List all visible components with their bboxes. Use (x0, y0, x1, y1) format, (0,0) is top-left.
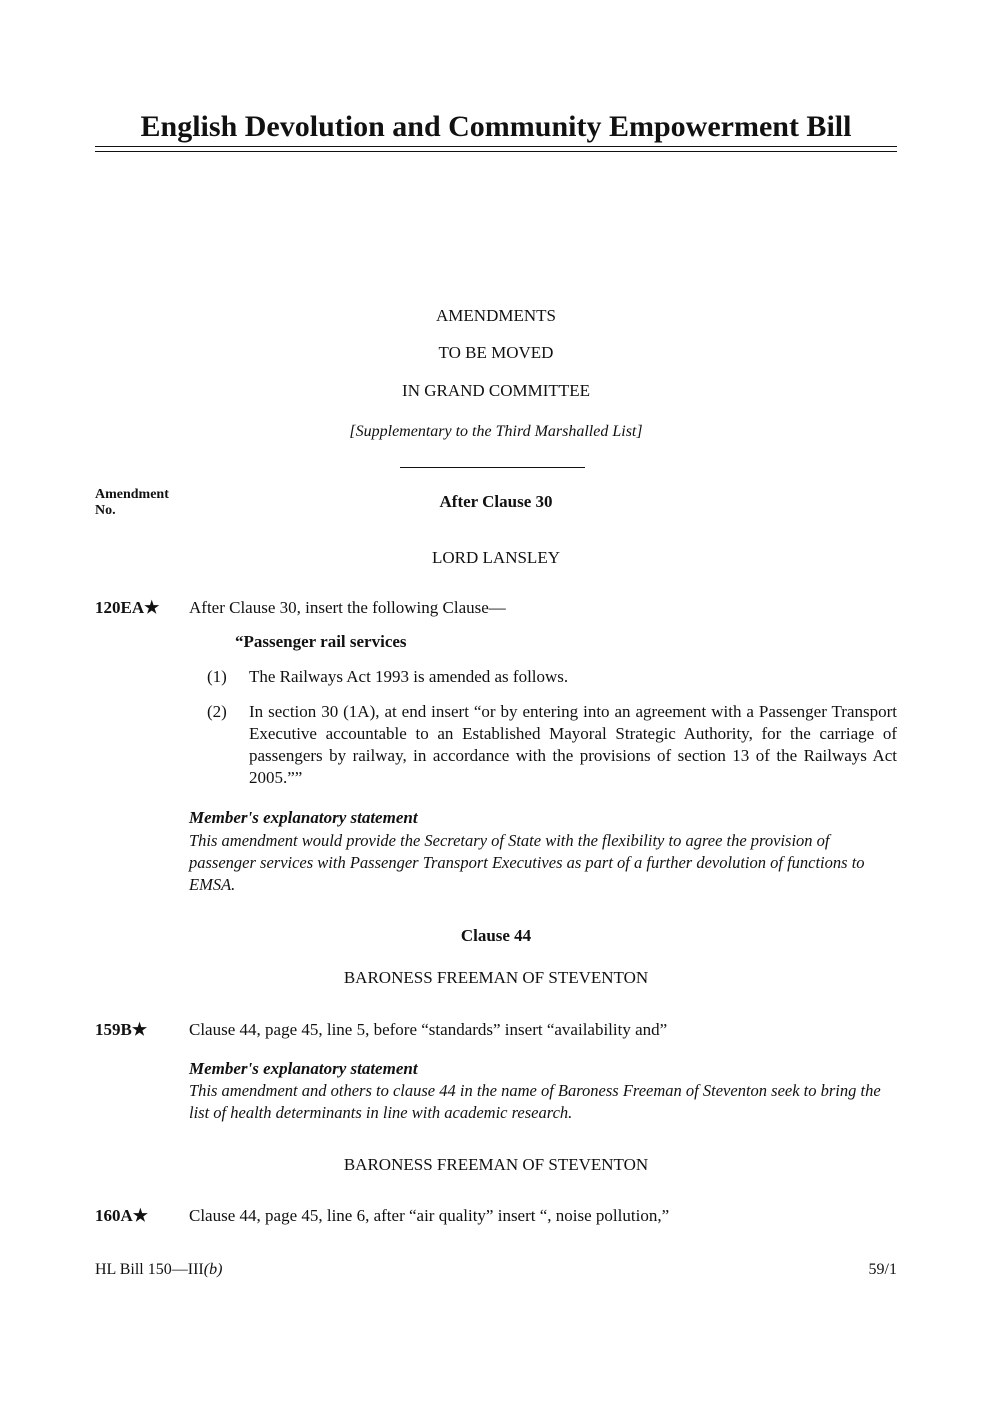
divider (400, 467, 585, 468)
column-label-no: No. (95, 503, 116, 518)
statement-title: Member's explanatory statement (189, 1059, 418, 1078)
title-rule-bottom (95, 151, 897, 152)
bill-ref-suffix: (b) (203, 1261, 223, 1278)
document-title: English Devolution and Community Empowerment Bill (140, 110, 852, 143)
subsection-text: The Railways Act 1993 is amended as follows. (249, 667, 569, 686)
column-label-amendment: Amendment (95, 487, 169, 502)
intro-to-be-moved: TO BE MOVED (438, 343, 554, 362)
amendment-text: After Clause 30, insert the following Clause— (189, 598, 506, 617)
amendment-number: 120EA★ (95, 598, 160, 617)
subsection-number: (2) (207, 702, 227, 721)
intro-amendments: AMENDMENTS (436, 306, 556, 325)
footer-page-number: 59/1 (868, 1261, 897, 1278)
amendment-number: 160A★ (95, 1206, 149, 1225)
amendment-number: 159B★ (95, 1020, 148, 1039)
intro-supplementary: [Supplementary to the Third Marshalled List] (349, 423, 643, 440)
bill-ref: HL Bill 150—III (95, 1261, 204, 1278)
intro-grand-committee: IN GRAND COMMITTEE (402, 381, 590, 400)
member-name: BARONESS FREEMAN OF STEVENTON (343, 968, 649, 987)
clause-heading: “Passenger rail services (235, 632, 407, 651)
explanatory-statement: This amendment would provide the Secretary of State with the flexibility to agree the provision of passenger services with Passenger Transport Executives as part of a further devolution of functions to EMSA. (189, 831, 865, 894)
amendment-text: Clause 44, page 45, line 6, after “air quality” insert “, noise pollution,” (189, 1206, 670, 1225)
subsection-text: In section 30 (1A), at end insert “or by entering into an agreement with a Passenger Transport Executive accountable to an Established Mayoral Strategic Authority, for the carriage of passengers by railway, in accordance with the provisions of section 13 of the Railways Act 2005.”” (249, 702, 897, 787)
amendment-text: Clause 44, page 45, line 5, before “standards” insert “availability and” (189, 1020, 668, 1039)
subsection-number: (1) (207, 667, 227, 686)
member-name: BARONESS FREEMAN OF STEVENTON (343, 1155, 649, 1174)
explanatory-statement: This amendment and others to clause 44 in the name of Baroness Freeman of Steventon seek to bring the list of health determinants in line with academic research. (189, 1081, 881, 1122)
statement-title: Member's explanatory statement (189, 808, 418, 827)
footer-bill-ref (95, 1259, 222, 1281)
title-rule-top (95, 146, 897, 147)
member-name: LORD LANSLEY (432, 548, 560, 567)
section-heading: Clause 44 (460, 926, 532, 945)
section-heading: After Clause 30 (439, 492, 553, 511)
